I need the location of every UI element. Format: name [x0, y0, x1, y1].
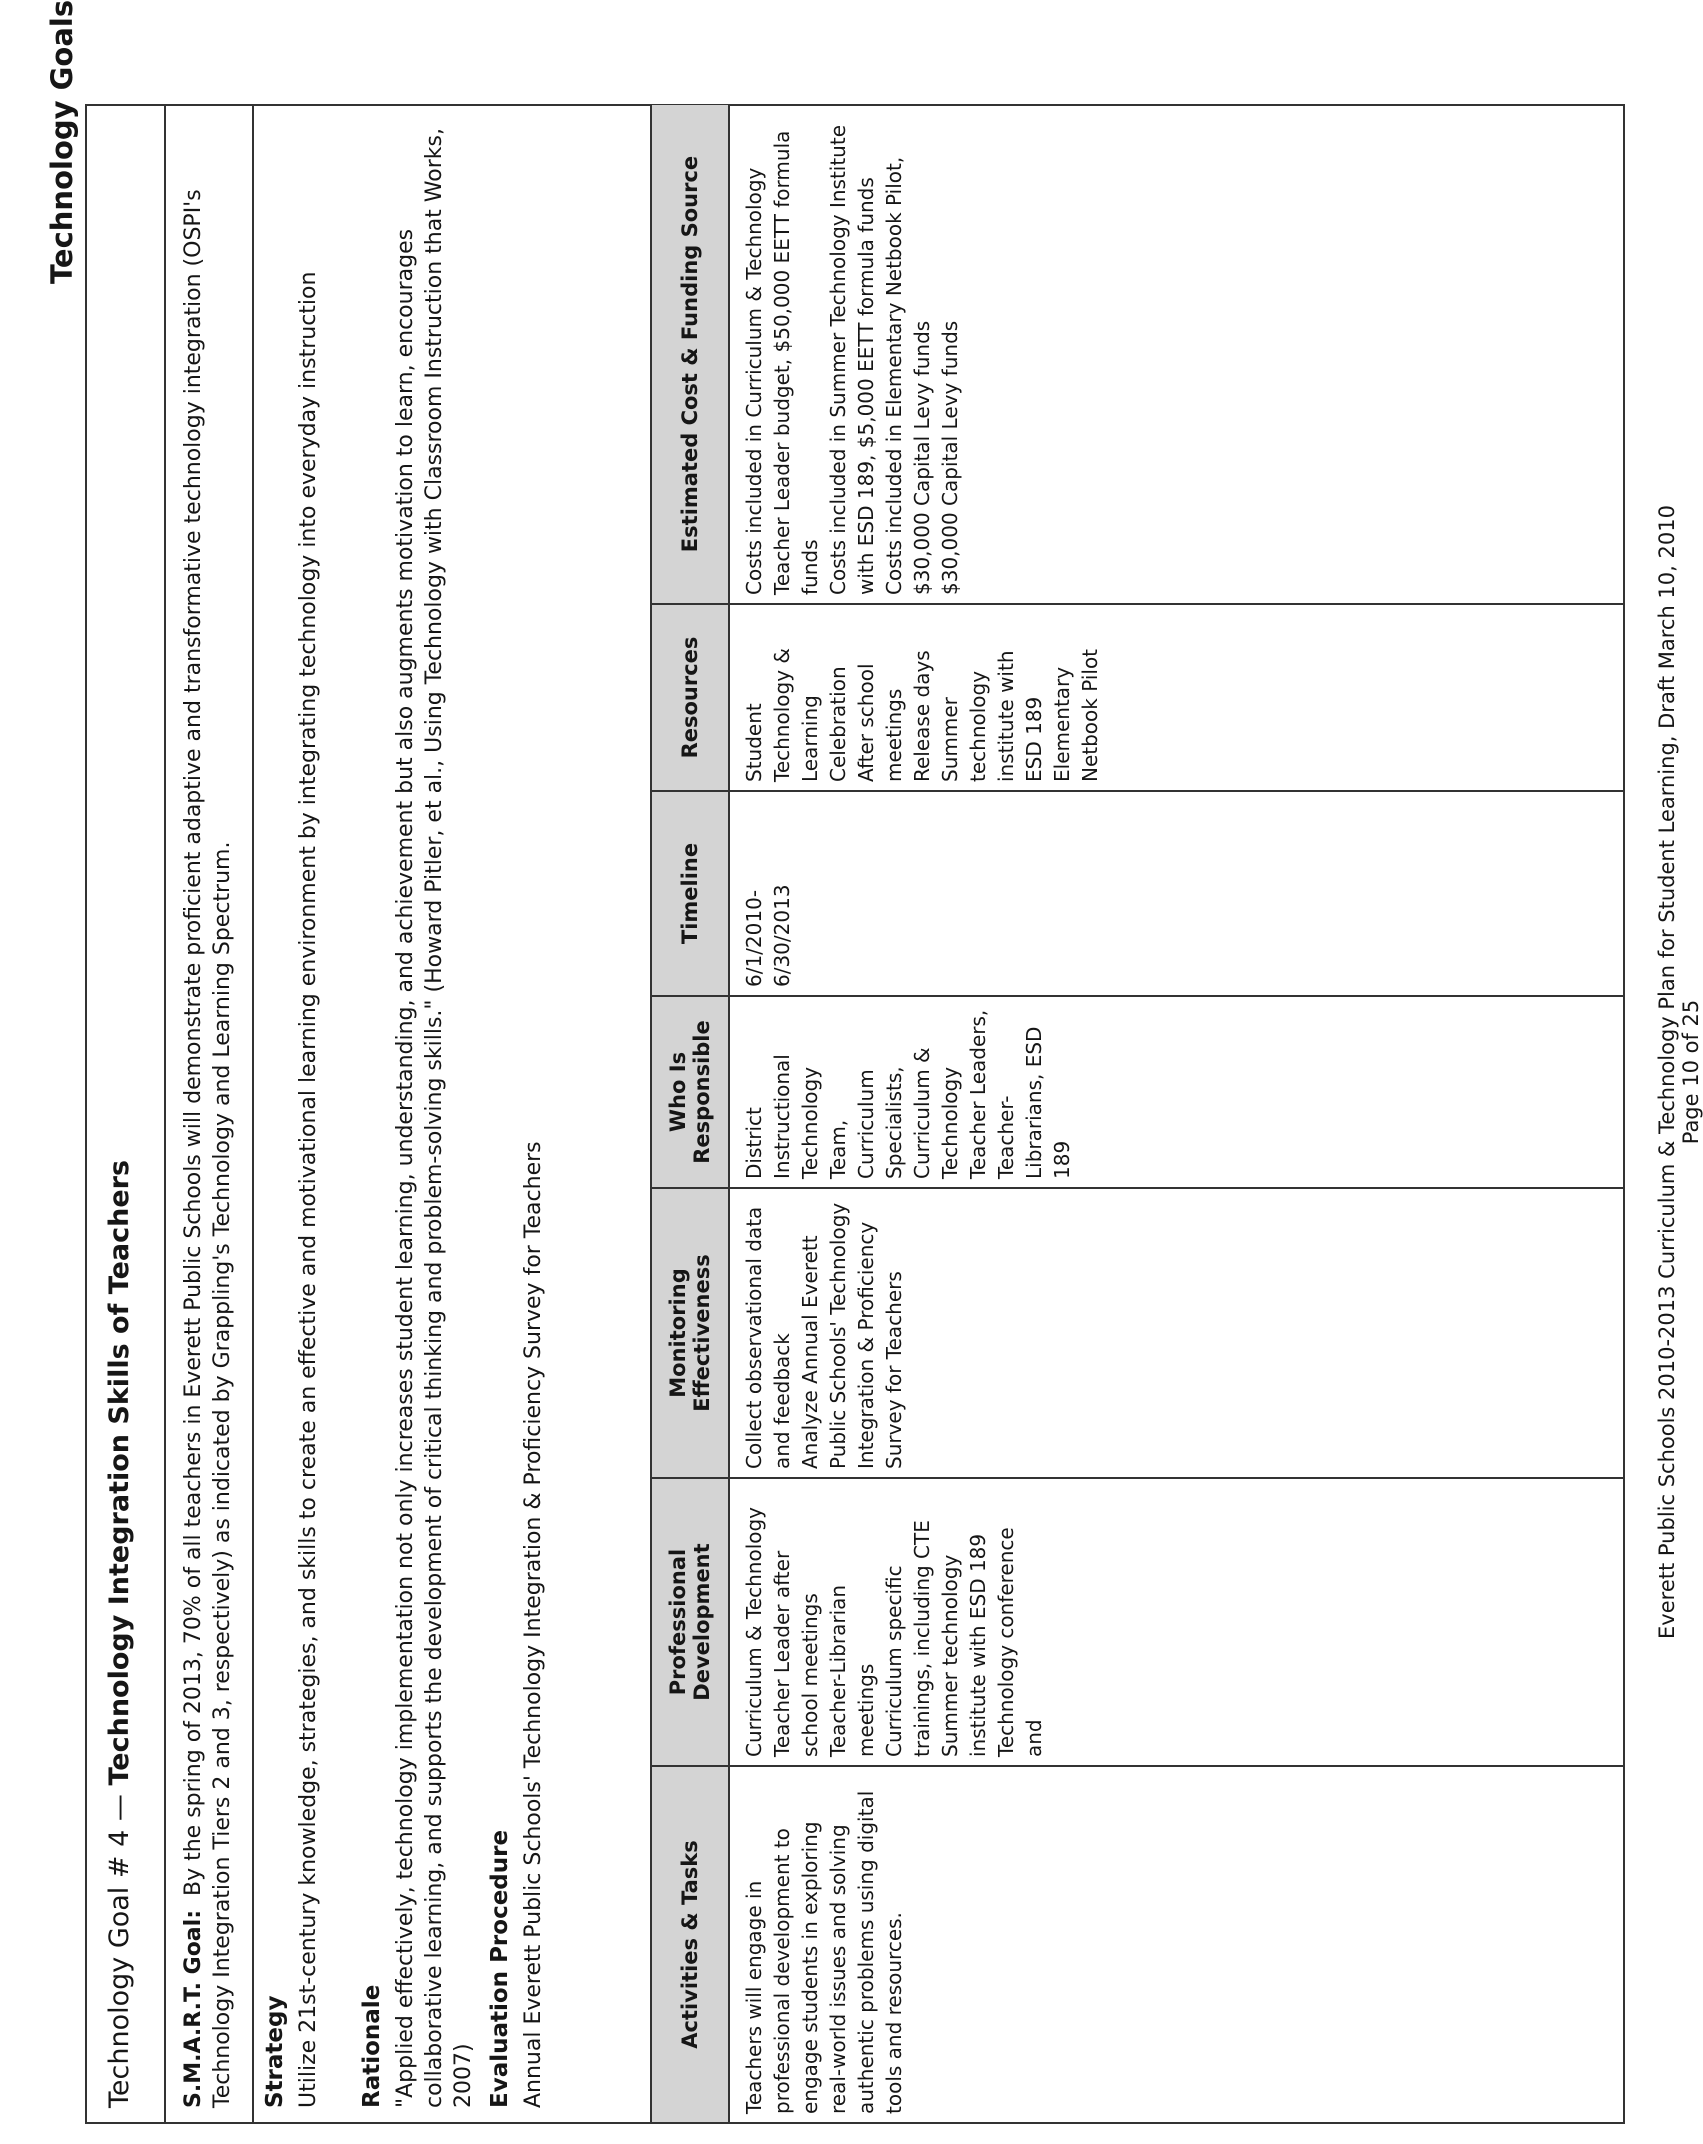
strategy-text: Utilize 21st-century knowledge, strategies, and skills to create an effective and motivational learning environment by integrating technology into everyday instruction [296, 271, 321, 2108]
table-column-cost [652, 105, 1623, 603]
cell-item: Costs included in Curriculum & Technology Teacher Leader budget, $50,000 EETT formula funds [742, 130, 822, 595]
smart-goal [179, 118, 237, 2108]
goal-heading [87, 106, 166, 2122]
goal-prefix: Technology Goal # 4 — [104, 1785, 135, 2108]
divider [252, 106, 254, 2122]
cell-item: Curriculum & Technology Teacher Leader after school meetings [742, 1506, 822, 1757]
cell-item: Summer technology institute with ESD 189 [938, 1533, 990, 1757]
cell-item: $30,000 Capital Levy funds [938, 320, 962, 595]
cell-item: 6/1/2010-6/30/2013 [742, 884, 794, 987]
column-header: Monitoring Effectiveness [652, 1189, 730, 1477]
goal-name: Technology Integration Skills of Teachers [104, 1159, 135, 1786]
cell-item: Costs included in Summer Technology Institute with ESD 189, $5,000 EETT formula funds [826, 124, 878, 595]
table-cell [730, 1479, 1048, 1765]
smart-goal-text: By the spring of 2013, 70% of all teachers in Everett Public Schools will demonstrate proficient adaptive and transformative technology integration (OSPI's Technology Integration Tiers 2 and 3, respectively) as indicated by Grappling's Technology and Learning Spectrum. [181, 189, 235, 2108]
table-cell [730, 997, 1076, 1187]
table-cell [730, 792, 796, 995]
column-header: Estimated Cost & Funding Source [652, 105, 730, 603]
rationale-text: "Applied effectively, technology implementation not only increases student learning, understanding, and achievement but also augments motivation to learn, encourages collaborative learning, and supports the development of critical thinking and problem-solving skills." (Howard Pitler, et al., Using Technology with Classroom Instruction that Works, 2007) [393, 128, 476, 2108]
smart-goal-label: S.M.A.R.T. Goal: [181, 1910, 206, 2108]
cell-item: After school meetings [854, 663, 906, 782]
table-column-professional-development [652, 1477, 1623, 1765]
cell-item: Costs included in Elementary Netbook Pilot, $30,000 Capital Levy funds [882, 156, 934, 595]
cell-item: Collect observational data and feedback [742, 1206, 794, 1469]
evaluation-text: Annual Everett Public Schools' Technology Integration & Proficiency Survey for Teachers [521, 1141, 546, 2108]
rationale-heading: Rationale [359, 1984, 385, 2108]
goal-frame [85, 104, 1625, 2124]
column-header: Activities & Tasks [652, 1767, 730, 2122]
column-header: Professional Development [652, 1479, 730, 1765]
table-cell [730, 605, 1104, 790]
column-header: Who Is Responsible [652, 997, 730, 1187]
cell-item: Summer technology institute with ESD 189 [938, 650, 1046, 782]
footer-line: Everett Public Schools 2010-2013 Curriculum & Technology Plan for Student Learning, Draft March 10, 2010 [1655, 505, 1679, 1639]
page-number: Page 10 of 25 [1679, 999, 1703, 1145]
page-title: Technology Goals [45, 0, 79, 284]
cell-item: Elementary Netbook Pilot [1050, 648, 1102, 782]
cell-item: Teacher-Librarian meetings [826, 1584, 878, 1757]
column-header: Timeline [652, 792, 730, 995]
table-column-monitoring [652, 1187, 1623, 1477]
cell-item: Student Technology & Learning Celebration [742, 648, 850, 782]
column-header: Resources [652, 605, 730, 790]
cell-item: Curriculum specific trainings, including CTE [882, 1520, 934, 1757]
cell-item: Analyze Annual Everett Public Schools' Technology Integration & Proficiency Survey for Teachers [798, 1202, 906, 1469]
table-column-responsible [652, 995, 1623, 1187]
table-column-resources [652, 603, 1623, 790]
table-cell [730, 105, 964, 603]
table-column-activities [652, 1765, 1623, 2122]
table-cell [730, 1767, 908, 2122]
cell-item: Release days [910, 650, 934, 782]
table-cell [730, 1189, 908, 1477]
table-column-timeline [652, 790, 1623, 995]
cell-item: District Instructional Technology Team, Curriculum Specialists, Curriculum & Technology Teacher Leaders, Teacher-Librarians, ESD 189 [742, 1009, 1074, 1179]
action-plan-table [650, 106, 1623, 2122]
cell-item: Technology conference and [994, 1527, 1046, 1757]
cell-item: Teachers will engage in professional development to engage students in exploring real-world issues and solving authentic problems using digital tools and resources. [742, 1790, 906, 2114]
evaluation-heading: Evaluation Procedure [487, 1829, 513, 2108]
page-footer [1655, 0, 1703, 2144]
strategy-heading: Strategy [262, 1995, 288, 2108]
